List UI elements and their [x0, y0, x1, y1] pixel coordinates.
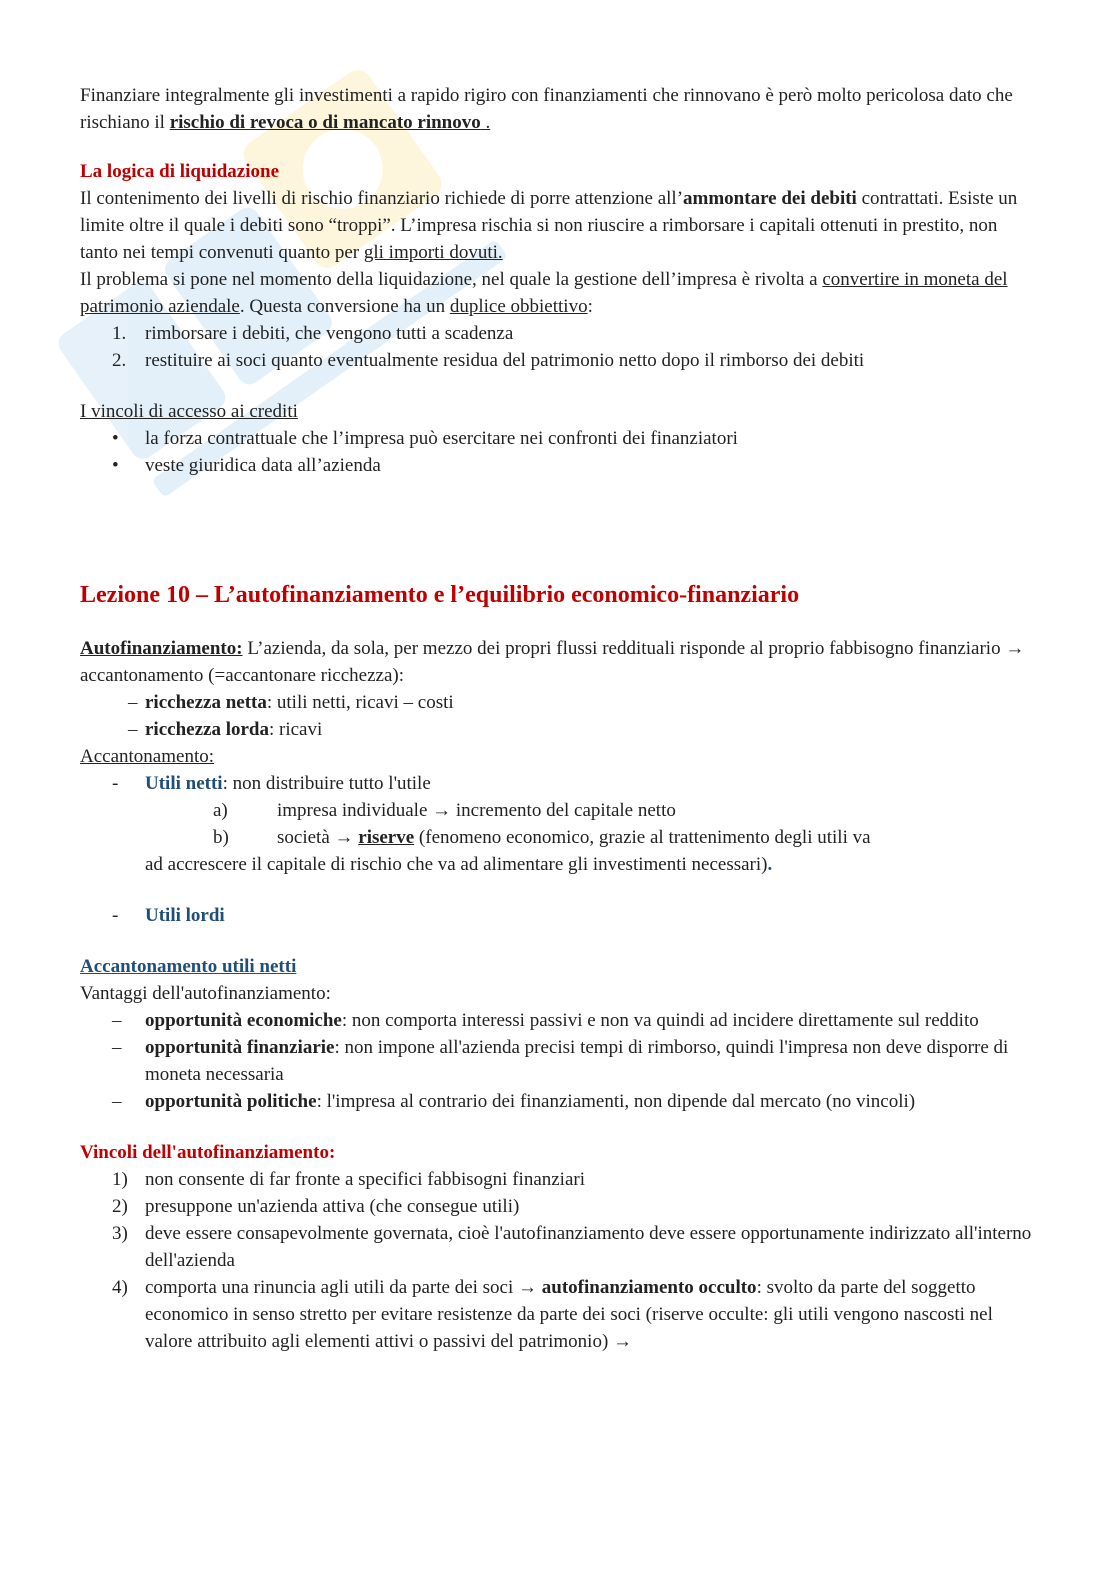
liquidazione-list [80, 320, 1040, 374]
document-page [80, 82, 1040, 1355]
autofinanziamento-definition: Autofinanziamento: L’azienda, da sola, per mezzo dei propri flussi reddituali risponde al proprio fabbisogno finanziario → accantonamento (=accantonare ricchezza): [80, 638, 1025, 686]
vincoli-accesso-list [80, 425, 1040, 479]
heading-vincoli-autofinanziamento: Vincoli dell'autofinanziamento: [80, 1142, 336, 1163]
list-item: • veste giuridica data all’azienda [112, 455, 381, 476]
list-item: 2. restituire ai soci quanto eventualmente residua del patrimonio netto dopo il rimborso dei debiti [112, 350, 865, 371]
list-item: b) società → riserve (fenomeno economico, grazie al trattenimento degli utili va [213, 827, 871, 848]
list-item: 1) non consente di far fronte a specifici fabbisogni finanziari [112, 1169, 585, 1190]
list-item: 4) comporta una rinuncia agli utili da parte dei soci → autofinanziamento occulto: svolto da parte del soggetto economico in senso stretto per evitare resistenze da parte dei soci (riserve occulte: gli utili vengono nascosti nel valore attribuito agli elementi attivi o passivi del patrimonio) → [112, 1277, 993, 1352]
list-item: – opportunità politiche: l'impresa al contrario dei finanziamenti, non dipende dal mercato (no vincoli) [112, 1091, 916, 1112]
lesson-title: Lezione 10 – L’autofinanziamento e l’equilibrio economico-finanziario [80, 582, 800, 608]
list-item: – ricchezza lorda: ricavi [128, 719, 323, 740]
list-item: 1. rimborsare i debiti, che vengono tutti a scadenza [112, 323, 514, 344]
list-item: 3) deve essere consapevolmente governata, cioè l'autofinanziamento deve essere opportunamente indirizzato all'interno dell'azienda [112, 1223, 1032, 1271]
heading-liquidazione: La logica di liquidazione [80, 161, 280, 182]
liquidazione-paragraph-1: Il contenimento dei livelli di rischio finanziario richiede di porre attenzione all’ammontare dei debiti contrattati. Esiste un limite oltre il quale i debiti sono “troppi”. L’impresa rischia si non riuscire a rimborsare i capitali ottenuti in prestito, non tanto nei tempi convenuti quanto per gli importi dovuti. [80, 188, 1018, 263]
vantaggi-subheading: Vantaggi dell'autofinanziamento: [80, 983, 331, 1004]
intro-paragraph: Finanziare integralmente gli investimenti a rapido rigiro con finanziamenti che rinnovano è però molto pericolosa dato che rischiano il rischio di revoca o di mancato rinnovo . [80, 85, 1013, 133]
list-item-utili-lordi: - Utili lordi [112, 905, 225, 926]
vincoli-autofinanziamento-list [80, 1166, 1040, 1355]
list-item-utili-netti: - Utili netti: non distribuire tutto l'utile [112, 773, 431, 794]
list-item: a) impresa individuale → incremento del capitale netto [213, 800, 676, 821]
heading-accantonamento: Accantonamento: [80, 746, 215, 767]
list-item: • la forza contrattuale che l’impresa può esercitare nei confronti dei finanziatori [112, 428, 738, 449]
list-item: 2) presuppone un'azienda attiva (che consegue utili) [112, 1196, 520, 1217]
list-item: – opportunità economiche: non comporta interessi passivi e non va quindi ad incidere direttamente sul reddito [112, 1010, 979, 1031]
list-item: – ricchezza netta: utili netti, ricavi – costi [128, 692, 454, 713]
heading-vincoli-accesso: I vincoli di accesso ai crediti [80, 401, 298, 422]
riserve-continuation: ad accrescere il capitale di rischio che va ad alimentare gli investimenti necessari). [145, 854, 773, 875]
accantonamento-list [80, 770, 1040, 851]
intro-emphasis: rischio di revoca o di mancato rinnovo [169, 112, 481, 133]
heading-accantonamento-utili-netti: Accantonamento utili netti [80, 956, 297, 977]
ricchezza-list [80, 689, 1040, 743]
vantaggi-list [80, 1007, 1040, 1115]
list-item: – opportunità finanziarie: non impone all'azienda precisi tempi di rimborso, quindi l'impresa non deve disporre di moneta necessaria [112, 1037, 1009, 1085]
liquidazione-paragraph-2: Il problema si pone nel momento della liquidazione, nel quale la gestione dell’impresa è rivolta a convertire in moneta del patrimonio aziendale. Questa conversione ha un duplice obbiettivo: [80, 269, 1008, 317]
utili-lordi-list [80, 902, 1040, 929]
